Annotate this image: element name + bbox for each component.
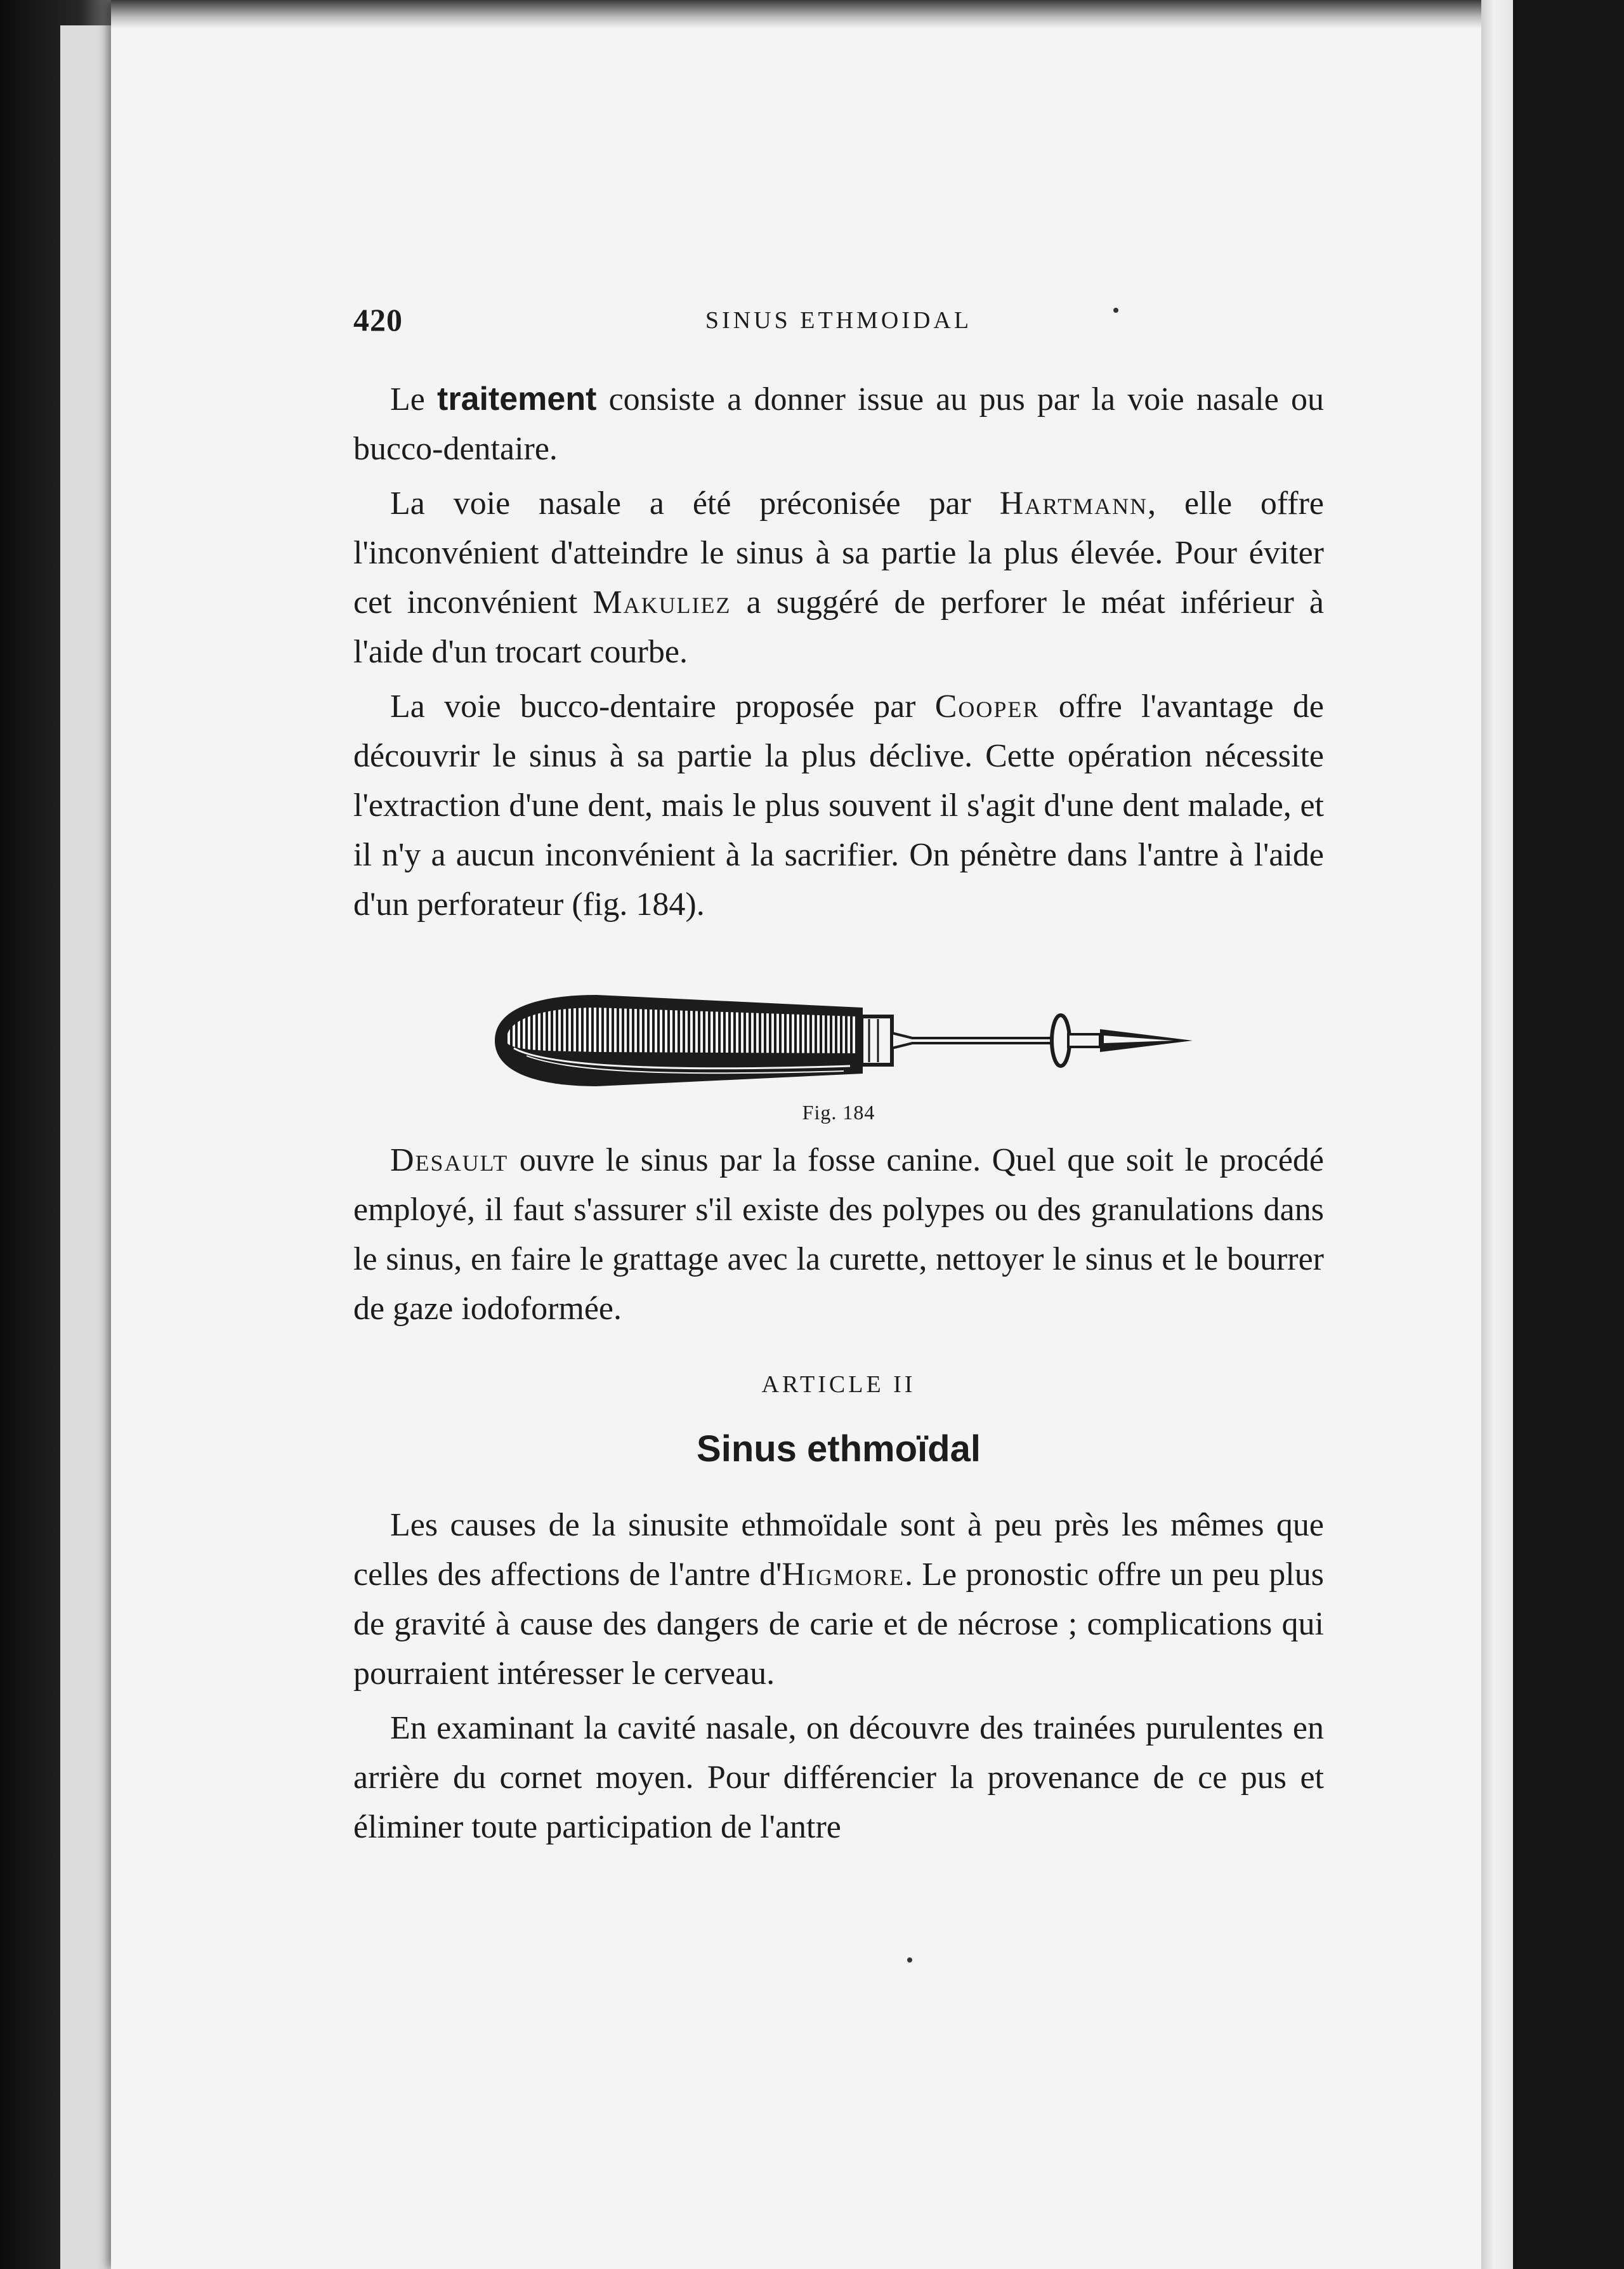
author-name: Desault [390, 1142, 509, 1178]
article-label: ARTICLE II [761, 1371, 916, 1398]
text-block-desault [353, 1136, 1324, 1339]
paragraph [353, 1704, 1324, 1852]
scan-speck [1113, 308, 1118, 313]
paragraph [353, 682, 1324, 930]
perforator-illustration [469, 977, 1205, 1104]
author-name: Makuliez [593, 584, 731, 621]
page-header [353, 301, 1324, 352]
bold-term: traitement [437, 381, 597, 418]
running-title: SINUS ETHMOIDAL [705, 307, 972, 334]
text-run: consiste a donner issue au pus par la voie nasale ou bucco-dentaire. [353, 381, 1324, 467]
text-run: , elle offre l'inconvénient d'atteindre le sinus à sa partie la plus élevée. Pour éviter cet inconvénient [353, 485, 1324, 621]
text-run: La voie bucco-dentaire proposée par [390, 688, 916, 725]
text-run: . Le pronostic offre un peu plus de gravité à cause des dangers de carie et de nécrose ; complications qui pourraient intéresser le cerveau. [353, 1556, 1324, 1692]
paragraph [353, 1501, 1324, 1699]
author-name: Higmore [782, 1556, 905, 1593]
scan-right-border [1513, 0, 1624, 2269]
paragraph [353, 1136, 1324, 1334]
figure-perforator [469, 977, 1205, 1104]
text-run: offre l'avantage de découvrir le sinus à sa partie la plus déclive. Cette opération nécessite l'extraction d'une dent, mais le plus souvent il s'agit d'une dent malade, et il n'y a aucun inconvénient à la sacrifier. On pénètre dans l'antre à l'aide d'un perforateur (fig. 184). [353, 688, 1324, 923]
text-run: La voie nasale a été préconisée par [390, 485, 971, 522]
text-run: ouvre le sinus par la fosse canine. Quel que soit le procédé employé, il faut s'assurer s'il existe des polypes ou des granulations dans le sinus, en faire le grattage avec la curette, nettoyer le sinus et le bourrer de gaze iodoformée. [353, 1142, 1325, 1327]
text-block-treatment [353, 374, 1324, 935]
paragraph [353, 374, 1324, 474]
text-run: a suggéré de perforer le méat inférieur à l'aide d'un trocart courbe. [353, 584, 1324, 670]
text-block-ethmoidal [353, 1501, 1324, 1857]
page-number: 420 [353, 302, 403, 338]
figure-caption: Fig. 184 [802, 1101, 875, 1124]
paragraph [353, 479, 1324, 677]
text-run: Le [390, 381, 425, 418]
text-run: Les causes de la sinusite ethmoïdale sont à peu près les mêmes que celles des affections de l'antre d' [353, 1507, 1324, 1593]
section-title: Sinus ethmoïdal [697, 1428, 981, 1470]
author-name: Cooper [934, 688, 1040, 725]
scan-speck [907, 1957, 912, 1963]
page-gutter-right [1481, 0, 1513, 2269]
text-run: En examinant la cavité nasale, on découvre des trainées purulentes en arrière du cornet moyen. Pour différencier la provenance de ce pus et éliminer toute participation de l'antre [353, 1710, 1324, 1845]
author-name: Hartmann [999, 485, 1148, 522]
